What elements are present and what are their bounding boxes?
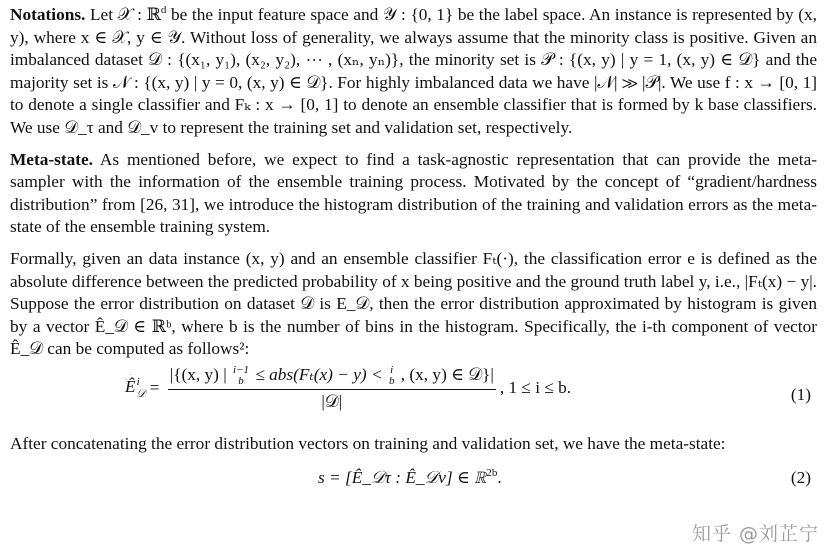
equation-2	[10, 456, 817, 500]
equation-1-range: , 1 ≤ i ≤ b.	[499, 378, 572, 398]
equation-1-equals: =	[145, 378, 164, 398]
equation-2-body: s = [Ê_𝒟τ : Ê_𝒟v] ∈ ℝ$^{2b}$.	[318, 466, 502, 487]
formally-paragraph	[10, 248, 817, 361]
after-text: After concatenating the error distribution vectors on training and validation set, we have the meta-state:	[10, 433, 726, 453]
watermark: 知乎 @刘芷宁	[691, 523, 819, 545]
meta-state-paragraph	[10, 149, 817, 239]
notations-text: be the input feature space and 𝒴 : {0, 1} be the label space. An instance is represented by (x, y), where x ∈ 𝒳, y ∈ 𝒴. Without loss of generality, we always assume that the minority class is positive. Given an imbalanced dataset 𝒟 : {(x₁, y₁), (x₂, y₂), ⋯ , (xₙ, yₙ)}, the minority set is 𝒫 : {(x, y) | y = 1, (x, y) ∈ 𝒟} and the majority set is 𝒩 : {(x, y) | y = 0, (x, y) ∈ 𝒟}. For highly imbalanced data we have |𝒩| ≫ |𝒫|. We use f : x → [0, 1] to denote a single classifier and Fₖ : x → [0, 1] to denote an ensemble classifier that is formed by k base classifiers. We use 𝒟_τ and 𝒟_v to represent the training set and validation set, respectively.	[10, 5, 817, 137]
after-paragraph	[10, 433, 817, 456]
meta-state-text: As mentioned before, we expect to find a task-agnostic representation that can provide the meta-sampler with the information of the ensemble training process. Motivated by the concept of “gradient/hardness distribution” from [26, 31], we introduce the histogram distribution of the training and validation errors as the meta-state of the ensemble training system.	[10, 149, 817, 237]
meta-state-heading: Meta-state.	[10, 149, 93, 169]
equation-1	[10, 361, 817, 433]
notations-superscript: d	[160, 4, 167, 17]
equation-1-lhs: Ê i 𝒟	[125, 376, 146, 401]
formally-text: Formally, given an data instance (x, y) and an ensemble classifier Fₜ(·), the classification error e is defined as the absolute difference between the predicted probability of x being positive and the ground truth label y, i.e., |Fₜ(x) − y|. Suppose the error distribution on dataset 𝒟 is E_𝒟, then the error distribution approximated by histogram is given by a vector Ê_𝒟 ∈ ℝᵇ, where b is the number of bins in the histogram. Specifically, the i-th component of vector Ê_𝒟 can be computed as follows²:	[10, 248, 817, 359]
equation-2-number: (2)	[790, 467, 811, 487]
notations-paragraph	[10, 4, 817, 140]
notations-heading: Notations.	[10, 5, 86, 24]
paper-page	[10, 4, 817, 500]
equation-1-numerator: |{(x, y) | i−1 b ≤ abs(Fₜ(x) − y) < i b , (x, y) ∈ 𝒟}|	[168, 365, 496, 390]
equation-1-number: (1)	[790, 384, 811, 404]
equation-1-denominator: |𝒟|	[321, 391, 343, 411]
equation-1-fraction	[168, 365, 496, 412]
notations-text-start: Let 𝒳 : ℝ	[89, 5, 161, 24]
